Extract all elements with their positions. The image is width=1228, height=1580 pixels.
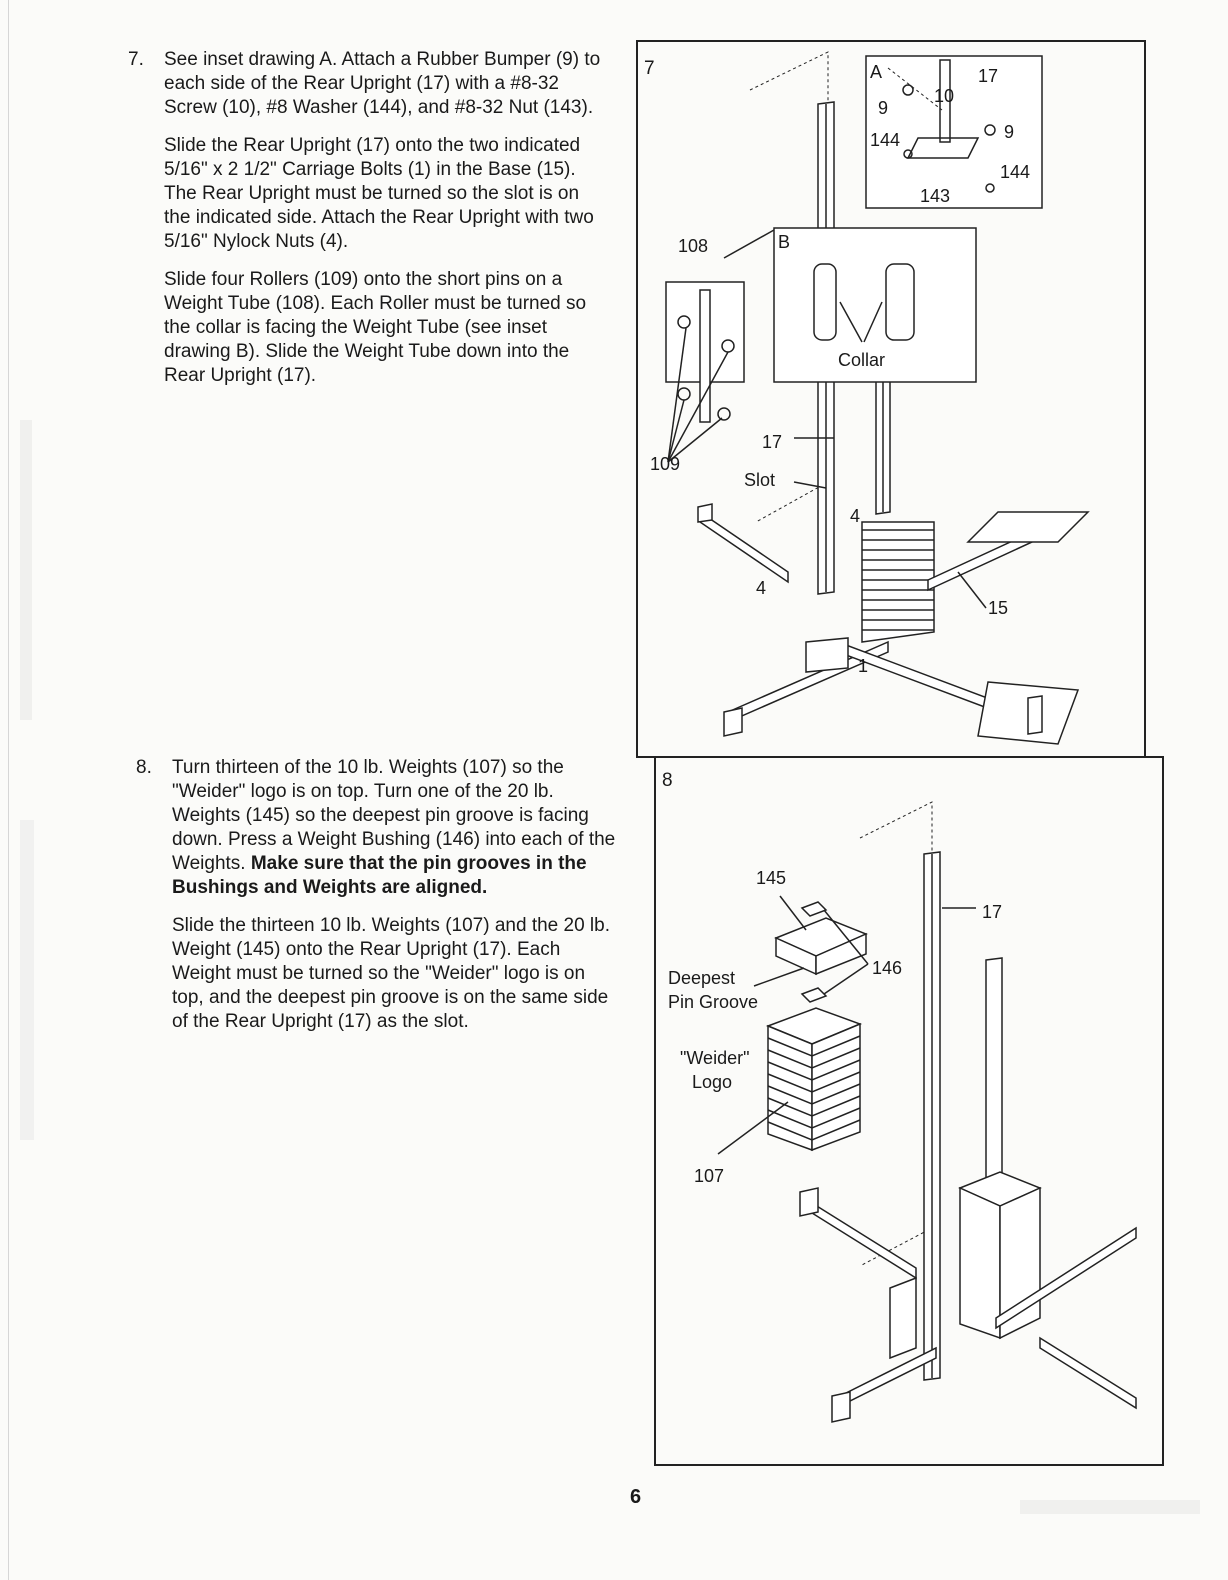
step-number: 8. — [136, 757, 152, 778]
label-107: 107 — [694, 1166, 725, 1186]
figure-number: 8 — [662, 770, 673, 791]
label-4-top: 4 — [850, 506, 861, 526]
label-15: 15 — [988, 598, 1009, 618]
step-7-paragraph-3: Slide four Rollers (109) onto the short pins on a Weight Tube (108). Each Roller must be turned so the collar is facing the Weight Tube (see inset drawing B). Slide the Weight Tube down into the Rear Upright (17). — [164, 269, 587, 386]
scan-noise — [20, 820, 34, 1140]
slot-label: Slot — [744, 470, 776, 490]
step-8-instructions — [136, 756, 616, 1048]
step-7-instructions — [128, 48, 608, 402]
label-144-right: 144 — [1000, 162, 1031, 182]
figure-number: 7 — [644, 58, 655, 79]
inset-a-letter: A — [870, 62, 883, 82]
page-number: 6 — [630, 1486, 642, 1508]
step-8-paragraph-1 — [172, 756, 616, 900]
figure-7-labels — [638, 42, 1144, 756]
figure-7-panel — [636, 40, 1146, 758]
label-1: 1 — [858, 656, 869, 676]
label-17-inset: 17 — [978, 66, 999, 86]
step-7-paragraph-1: See inset drawing A. Attach a Rubber Bumper (9) to each side of the Rear Upright (17) with a #8-32 Screw (10), #8 Washer (144), and #8-32 Nut (143). — [164, 49, 601, 118]
step-8-warning: Make sure that the pin grooves in the Bushings and Weights are aligned. — [172, 853, 587, 898]
figure-8-labels — [656, 758, 1162, 1464]
label-9-right: 9 — [1004, 122, 1015, 142]
scan-edge — [8, 0, 9, 1580]
step-7-paragraph-2: Slide the Rear Upright (17) onto the two indicated 5/16" x 2 1/2" Carriage Bolts (1) in the Base (15). The Rear Upright must be turned so the slot is on the indicated side. Attach the Rear Upright with two 5/16" Nylock Nuts (4). — [164, 135, 594, 252]
logo-label: Logo — [692, 1072, 733, 1092]
collar-label: Collar — [838, 350, 886, 370]
label-109: 109 — [650, 454, 681, 474]
inset-b-letter: B — [778, 232, 791, 252]
label-145: 145 — [756, 868, 787, 888]
pin-groove-label: Pin Groove — [668, 992, 759, 1012]
scan-noise — [20, 420, 32, 720]
label-10: 10 — [934, 86, 955, 106]
step-number: 7. — [128, 49, 144, 70]
label-4-bottom: 4 — [756, 578, 767, 598]
label-146: 146 — [872, 958, 903, 978]
step-8-paragraph-2: Slide the thirteen 10 lb. Weights (107) and the 20 lb. Weight (145) onto the Rear Upright (17). Each Weight must be turned so the "Weider" logo is on top, and the deepest pin groove is on the same side of the Rear Upright (17) as the slot. — [172, 915, 610, 1032]
label-17: 17 — [762, 432, 783, 452]
label-108: 108 — [678, 236, 709, 256]
figure-8-panel — [654, 756, 1164, 1466]
label-17: 17 — [982, 902, 1003, 922]
label-144-left: 144 — [870, 130, 901, 150]
label-143: 143 — [920, 186, 951, 206]
label-9-left: 9 — [878, 98, 889, 118]
scan-noise — [1020, 1500, 1200, 1514]
deepest-label: Deepest — [668, 968, 736, 988]
weider-label: "Weider" — [680, 1048, 750, 1068]
step-8-text: Turn thirteen of the 10 lb. Weights (107) so the "Weider" logo is on top. Turn one of the 20 lb. Weights (145) so the deepest pin groove is facing down. Press a Weight Bushing (146) into each of the Weights. — [172, 757, 616, 874]
